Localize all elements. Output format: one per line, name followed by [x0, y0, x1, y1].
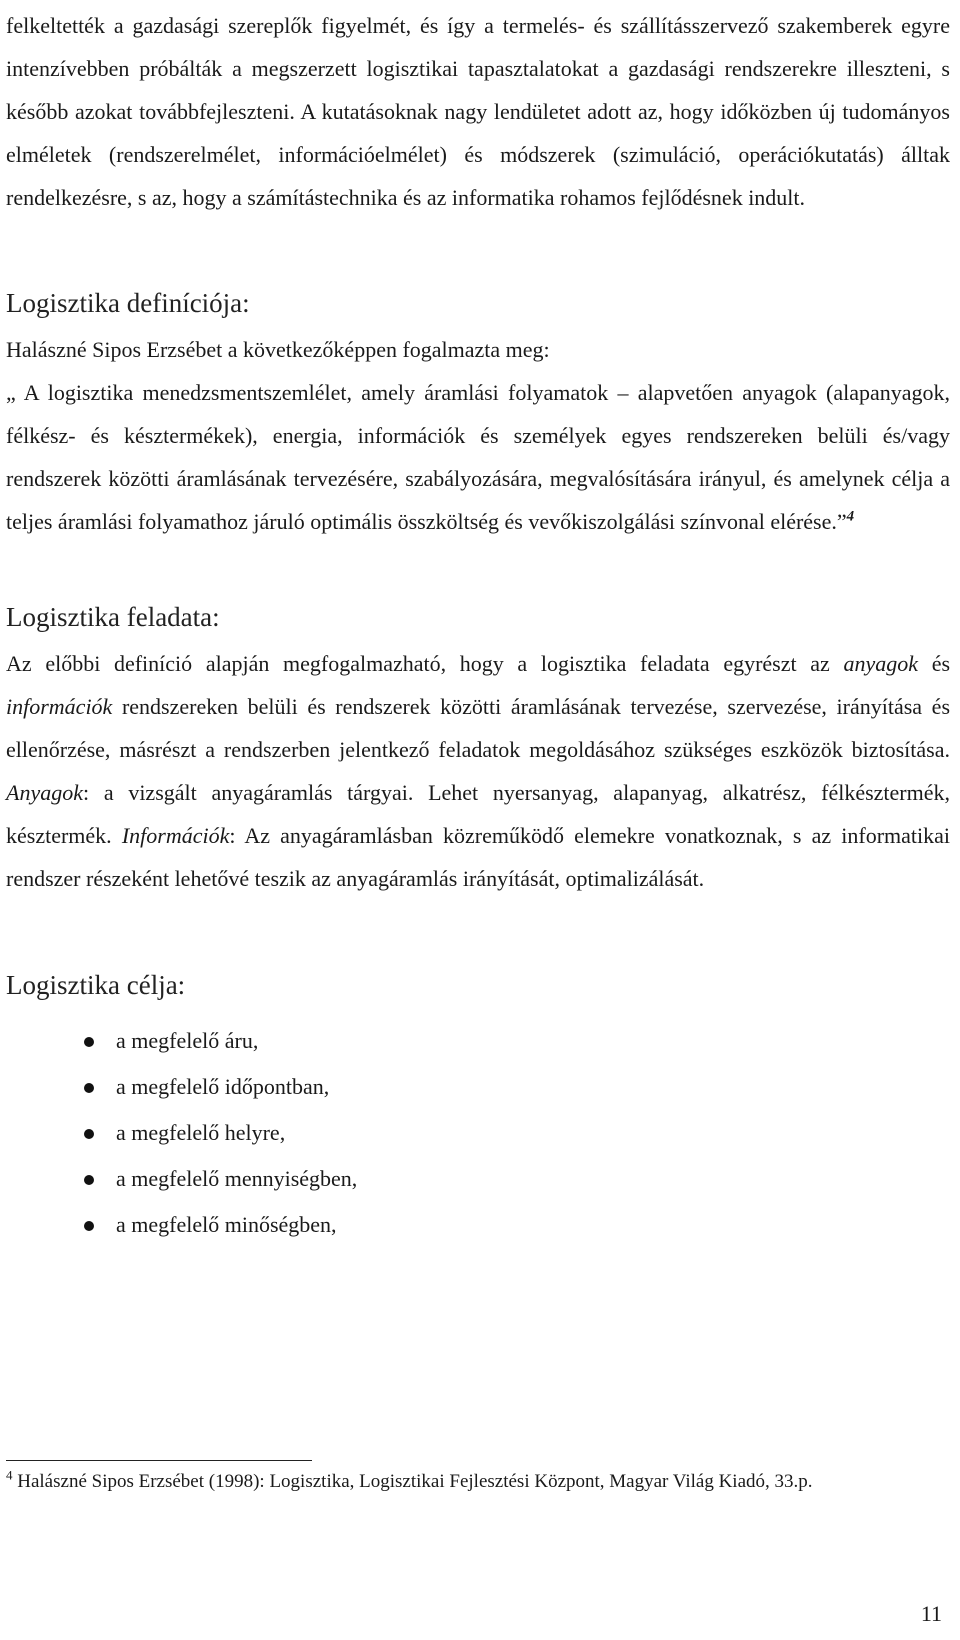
task-text-2: és: [931, 651, 951, 676]
task-italic-anyagok: anyagok: [843, 651, 919, 676]
footnote-text: Halászné Sipos Erzsébet (1998): Logisztika, Logisztikai Fejlesztési Központ, Magyar Világ Kiadó, 33.p.: [12, 1471, 813, 1492]
footnote-reference[interactable]: 4: [846, 508, 855, 525]
task-text-5: : Az anyagáramlásban közreműködő elemekre vonatkoznak, s az informatikai rendszer részeként lehetővé teszik az anyagáramlás irányítását, optimalizálását.: [6, 823, 950, 891]
page-number: 11: [920, 1601, 942, 1626]
goal-heading: Logisztika célja:: [6, 970, 186, 1000]
list-item-label: a megfelelő mennyiségben,: [116, 1166, 358, 1191]
bullet-icon: [84, 1129, 94, 1139]
footnote-divider: [6, 1460, 312, 1461]
bullet-icon: [84, 1037, 94, 1047]
intro-paragraph: felkeltették a gazdasági szereplők figyelmét, és így a termelés- és szállításszervező szakemberek egyre intenzívebben próbálták a megszerzett logisztikai tapasztalatokat a gazdasági rendszerekre illeszteni, s később azokat továbbfejleszteni. A kutatásoknak nagy lendületet adott az, hogy időközben új tudományos elméletek (rendszerelmélet, információelmélet) és módszerek (szimuláció, operációkutatás) álltak rendelkezésre, s az, hogy a számítástechnika és az informatika rohamos fejlődésnek indult.: [6, 13, 950, 210]
list-item-label: a megfelelő áru,: [116, 1028, 259, 1053]
footnote-number: 4: [6, 1467, 13, 1483]
list-item-label: a megfelelő minőségben,: [116, 1212, 337, 1237]
definition-quote: [6, 371, 950, 543]
list-item-label: a megfelelő helyre,: [116, 1120, 286, 1145]
task-paragraph: [6, 642, 950, 900]
footnote: [6, 1468, 950, 1496]
bullet-icon: [84, 1083, 94, 1093]
task-italic-informaciok-term: Információk: [121, 823, 230, 848]
task-text-1: Az előbbi definíció alapján megfogalmazható, hogy a logisztika feladata egyrészt az: [6, 651, 830, 676]
bullet-icon: [84, 1221, 94, 1231]
list-item: [6, 1110, 950, 1156]
task-text-4: : a vizsgált anyagáramlás tárgyai. Lehet nyersanyag, alapanyag, alkatrész, félkésztermék, késztermék.: [6, 780, 950, 848]
definition-heading: Logisztika definíciója:: [6, 288, 250, 318]
definition-intro: Halászné Sipos Erzsébet a következőképpen fogalmazta meg:: [6, 337, 550, 362]
goal-list: [6, 1018, 950, 1248]
list-item: [6, 1156, 950, 1202]
task-heading: Logisztika feladata:: [6, 602, 220, 632]
task-text-3: rendszereken belüli és rendszerek közötti áramlásának tervezése, szervezése, irányítása és ellenőrzése, másrészt a rendszerben jelentkező feladatok megoldásához szükséges eszközök biztosítása.: [6, 694, 951, 762]
list-item: [6, 1018, 950, 1064]
task-italic-anyagok-term: Anyagok: [6, 780, 83, 805]
task-italic-informaciok: információk: [6, 694, 113, 719]
page-content: [6, 0, 950, 1248]
list-item-label: a megfelelő időpontban,: [116, 1074, 330, 1099]
definition-quote-text: „ A logisztika menedzsmentszemlélet, amely áramlási folyamatok – alapvetően anyagok (alapanyagok, félkész- és késztermékek), energia, információk és személyek egyes rendszereken belüli és/vagy rendszerek közötti áramlásának tervezésére, szabályozására, megvalósítására irányul, és amelynek célja a teljes áramlási folyamathoz járuló optimális összköltség és vevőkiszolgálási színvonal elérése.”: [6, 380, 950, 534]
list-item: [6, 1064, 950, 1110]
list-item: [6, 1202, 950, 1248]
bullet-icon: [84, 1175, 94, 1185]
